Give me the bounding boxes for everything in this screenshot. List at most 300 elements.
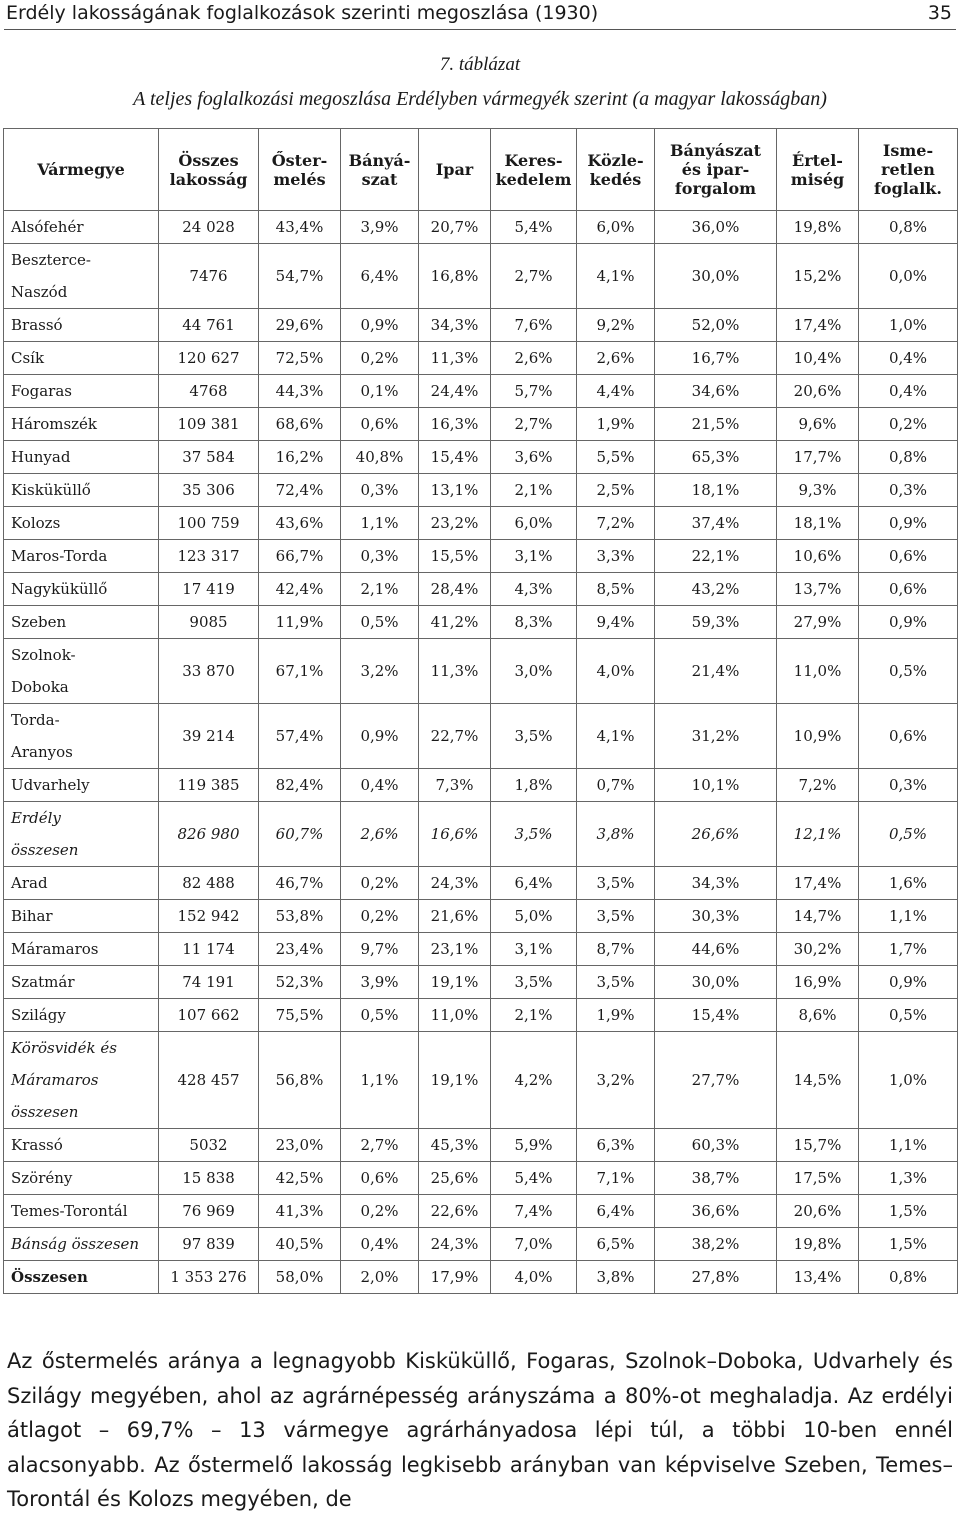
population-cell: 82 488 bbox=[159, 867, 259, 900]
percent-cell: 16,6% bbox=[419, 802, 491, 867]
column-header bbox=[777, 129, 859, 211]
percent-cell: 3,8% bbox=[577, 802, 655, 867]
column-header-line: Isme- bbox=[882, 141, 934, 160]
percent-cell: 1,0% bbox=[859, 1032, 958, 1129]
percent-cell: 4,0% bbox=[577, 639, 655, 704]
population-cell: 15 838 bbox=[159, 1162, 259, 1195]
percent-cell: 16,2% bbox=[259, 441, 341, 474]
county-name-line: összesen bbox=[11, 1103, 79, 1121]
table-row bbox=[4, 802, 958, 867]
county-name bbox=[4, 1032, 159, 1129]
percent-cell: 0,9% bbox=[341, 704, 419, 769]
percent-cell: 3,8% bbox=[577, 1261, 655, 1294]
percent-cell: 37,4% bbox=[655, 507, 777, 540]
percent-cell: 2,1% bbox=[491, 474, 577, 507]
column-header-line: Ipar bbox=[435, 160, 474, 179]
percent-cell: 0,7% bbox=[577, 769, 655, 802]
percent-cell: 0,9% bbox=[859, 606, 958, 639]
percent-cell: 42,4% bbox=[259, 573, 341, 606]
column-header-line: kedés bbox=[589, 169, 642, 189]
percent-cell: 3,9% bbox=[341, 211, 419, 244]
percent-cell: 0,1% bbox=[341, 375, 419, 408]
population-cell: 44 761 bbox=[159, 309, 259, 342]
column-header-line: Bányászat bbox=[669, 141, 762, 160]
table-row bbox=[4, 441, 958, 474]
percent-cell: 8,3% bbox=[491, 606, 577, 639]
percent-cell: 30,0% bbox=[655, 966, 777, 999]
percent-cell: 2,6% bbox=[491, 342, 577, 375]
table-row bbox=[4, 704, 958, 769]
county-name bbox=[4, 211, 159, 244]
percent-cell: 2,7% bbox=[341, 1129, 419, 1162]
column-header-line: foglalk. bbox=[874, 179, 942, 198]
percent-cell: 20,6% bbox=[777, 1195, 859, 1228]
percent-cell: 10,4% bbox=[777, 342, 859, 375]
table-row bbox=[4, 933, 958, 966]
population-cell: 39 214 bbox=[159, 704, 259, 769]
column-header bbox=[4, 129, 159, 211]
percent-cell: 56,8% bbox=[259, 1032, 341, 1129]
percent-cell: 16,3% bbox=[419, 408, 491, 441]
percent-cell: 44,6% bbox=[655, 933, 777, 966]
column-header-line: Értel- bbox=[792, 150, 843, 170]
percent-cell: 4,1% bbox=[577, 244, 655, 309]
column-header bbox=[419, 129, 491, 211]
percent-cell: 52,3% bbox=[259, 966, 341, 999]
population-cell: 33 870 bbox=[159, 639, 259, 704]
percent-cell: 66,7% bbox=[259, 540, 341, 573]
table-row bbox=[4, 211, 958, 244]
percent-cell: 0,6% bbox=[859, 573, 958, 606]
percent-cell: 45,3% bbox=[419, 1129, 491, 1162]
county-name-line: Csík bbox=[11, 349, 45, 367]
percent-cell: 0,8% bbox=[859, 441, 958, 474]
table-body bbox=[4, 211, 958, 1294]
percent-cell: 42,5% bbox=[259, 1162, 341, 1195]
percent-cell: 9,4% bbox=[577, 606, 655, 639]
percent-cell: 2,6% bbox=[577, 342, 655, 375]
county-name-line: Szolnok- bbox=[11, 646, 76, 664]
table-row bbox=[4, 1129, 958, 1162]
percent-cell: 2,0% bbox=[341, 1261, 419, 1294]
table-number: 7. táblázat bbox=[439, 54, 521, 75]
percent-cell: 5,9% bbox=[491, 1129, 577, 1162]
county-name bbox=[4, 999, 159, 1032]
percent-cell: 6,4% bbox=[577, 1195, 655, 1228]
percent-cell: 0,9% bbox=[859, 507, 958, 540]
column-header bbox=[577, 129, 655, 211]
percent-cell: 43,2% bbox=[655, 573, 777, 606]
county-name-line: Maros-Torda bbox=[11, 547, 108, 565]
county-name-line: Aranyos bbox=[11, 743, 73, 761]
percent-cell: 30,0% bbox=[655, 244, 777, 309]
percent-cell: 18,1% bbox=[655, 474, 777, 507]
percent-cell: 0,3% bbox=[859, 769, 958, 802]
percent-cell: 0,5% bbox=[859, 802, 958, 867]
percent-cell: 0,5% bbox=[341, 606, 419, 639]
percent-cell: 15,2% bbox=[777, 244, 859, 309]
column-header-line: kedelem bbox=[495, 169, 572, 189]
percent-cell: 54,7% bbox=[259, 244, 341, 309]
percent-cell: 4,2% bbox=[491, 1032, 577, 1129]
county-name bbox=[4, 441, 159, 474]
county-name bbox=[4, 1195, 159, 1228]
percent-cell: 59,3% bbox=[655, 606, 777, 639]
percent-cell: 0,8% bbox=[859, 211, 958, 244]
county-name bbox=[4, 769, 159, 802]
percent-cell: 72,5% bbox=[259, 342, 341, 375]
percent-cell: 21,5% bbox=[655, 408, 777, 441]
percent-cell: 1,7% bbox=[859, 933, 958, 966]
county-name bbox=[4, 507, 159, 540]
percent-cell: 2,1% bbox=[341, 573, 419, 606]
county-name bbox=[4, 704, 159, 769]
column-header-line: Keres- bbox=[504, 150, 563, 170]
table-row bbox=[4, 867, 958, 900]
percent-cell: 5,5% bbox=[577, 441, 655, 474]
population-cell: 5032 bbox=[159, 1129, 259, 1162]
population-cell: 76 969 bbox=[159, 1195, 259, 1228]
county-name bbox=[4, 639, 159, 704]
percent-cell: 41,2% bbox=[419, 606, 491, 639]
table-row bbox=[4, 309, 958, 342]
percent-cell: 5,7% bbox=[491, 375, 577, 408]
county-name-line: összesen bbox=[11, 841, 79, 859]
population-cell: 1 353 276 bbox=[159, 1261, 259, 1294]
percent-cell: 40,8% bbox=[341, 441, 419, 474]
percent-cell: 2,6% bbox=[341, 802, 419, 867]
percent-cell: 8,6% bbox=[777, 999, 859, 1032]
county-name bbox=[4, 342, 159, 375]
column-header bbox=[859, 129, 958, 211]
percent-cell: 6,3% bbox=[577, 1129, 655, 1162]
percent-cell: 0,3% bbox=[341, 540, 419, 573]
percent-cell: 27,8% bbox=[655, 1261, 777, 1294]
percent-cell: 23,0% bbox=[259, 1129, 341, 1162]
population-cell: 428 457 bbox=[159, 1032, 259, 1129]
percent-cell: 8,5% bbox=[577, 573, 655, 606]
county-name-line: Szörény bbox=[11, 1169, 73, 1187]
percent-cell: 3,1% bbox=[491, 540, 577, 573]
percent-cell: 1,8% bbox=[491, 769, 577, 802]
table-row bbox=[4, 244, 958, 309]
percent-cell: 1,1% bbox=[341, 507, 419, 540]
percent-cell: 3,5% bbox=[491, 704, 577, 769]
percent-cell: 7,4% bbox=[491, 1195, 577, 1228]
percent-cell: 38,2% bbox=[655, 1228, 777, 1261]
percent-cell: 2,1% bbox=[491, 999, 577, 1032]
percent-cell: 43,6% bbox=[259, 507, 341, 540]
percent-cell: 10,6% bbox=[777, 540, 859, 573]
body-paragraph: Az őstermelés aránya a legnagyobb Kisküküllő, Fogaras, Szolnok–Doboka, Udvarhely és Szilágy megyében, ahol az agrárnépesség arányszáma a 80%-ot meghaladja. Az erdélyi átlagot – 69,7% – 13 vármegye agrárhányadosa lépi túl, a többi 10-ben ennél alacsonyabb. Az őstermelő lakosság legkisebb arányban van képviselve Szeben, Temes–Torontál és Kolozs megyében, de bbox=[7, 1349, 953, 1511]
percent-cell: 17,5% bbox=[777, 1162, 859, 1195]
county-name bbox=[4, 966, 159, 999]
percent-cell: 3,3% bbox=[577, 540, 655, 573]
table-row bbox=[4, 639, 958, 704]
column-header-line: melés bbox=[273, 169, 326, 189]
percent-cell: 67,1% bbox=[259, 639, 341, 704]
percent-cell: 43,4% bbox=[259, 211, 341, 244]
population-cell: 11 174 bbox=[159, 933, 259, 966]
percent-cell: 3,9% bbox=[341, 966, 419, 999]
percent-cell: 28,4% bbox=[419, 573, 491, 606]
county-name bbox=[4, 1228, 159, 1261]
percent-cell: 0,2% bbox=[341, 342, 419, 375]
county-name-line: Torda- bbox=[11, 711, 60, 729]
county-name-line: Körösvidék és bbox=[11, 1039, 117, 1057]
percent-cell: 23,1% bbox=[419, 933, 491, 966]
percent-cell: 4,4% bbox=[577, 375, 655, 408]
percent-cell: 16,8% bbox=[419, 244, 491, 309]
percent-cell: 11,0% bbox=[419, 999, 491, 1032]
percent-cell: 7,3% bbox=[419, 769, 491, 802]
percent-cell: 23,4% bbox=[259, 933, 341, 966]
percent-cell: 19,1% bbox=[419, 966, 491, 999]
county-name bbox=[4, 1261, 159, 1294]
percent-cell: 0,6% bbox=[341, 408, 419, 441]
percent-cell: 3,5% bbox=[491, 802, 577, 867]
percent-cell: 21,4% bbox=[655, 639, 777, 704]
county-name bbox=[4, 1129, 159, 1162]
percent-cell: 68,6% bbox=[259, 408, 341, 441]
percent-cell: 3,5% bbox=[577, 867, 655, 900]
column-header-line: forgalom bbox=[674, 179, 757, 198]
county-name bbox=[4, 1162, 159, 1195]
percent-cell: 5,4% bbox=[491, 1162, 577, 1195]
percent-cell: 31,2% bbox=[655, 704, 777, 769]
county-name bbox=[4, 933, 159, 966]
percent-cell: 82,4% bbox=[259, 769, 341, 802]
percent-cell: 15,7% bbox=[777, 1129, 859, 1162]
population-cell: 826 980 bbox=[159, 802, 259, 867]
population-cell: 37 584 bbox=[159, 441, 259, 474]
county-name-line: Nagyküküllő bbox=[11, 580, 108, 598]
county-name bbox=[4, 802, 159, 867]
percent-cell: 14,7% bbox=[777, 900, 859, 933]
column-header-line: Közle- bbox=[587, 150, 644, 170]
county-name-line: Brassó bbox=[11, 316, 63, 334]
percent-cell: 25,6% bbox=[419, 1162, 491, 1195]
population-cell: 107 662 bbox=[159, 999, 259, 1032]
percent-cell: 6,0% bbox=[577, 211, 655, 244]
column-header-line: és ipar- bbox=[681, 160, 750, 179]
table-row bbox=[4, 507, 958, 540]
table-header-row bbox=[4, 129, 958, 211]
percent-cell: 7,6% bbox=[491, 309, 577, 342]
percent-cell: 3,5% bbox=[491, 966, 577, 999]
percent-cell: 34,3% bbox=[655, 867, 777, 900]
percent-cell: 19,8% bbox=[777, 211, 859, 244]
county-name-line: Bánság összesen bbox=[11, 1235, 140, 1253]
population-cell: 120 627 bbox=[159, 342, 259, 375]
percent-cell: 11,3% bbox=[419, 639, 491, 704]
percent-cell: 1,1% bbox=[859, 1129, 958, 1162]
percent-cell: 0,6% bbox=[859, 540, 958, 573]
percent-cell: 0,4% bbox=[859, 342, 958, 375]
percent-cell: 0,3% bbox=[341, 474, 419, 507]
percent-cell: 1,5% bbox=[859, 1195, 958, 1228]
county-name-line: Udvarhely bbox=[11, 776, 90, 794]
percent-cell: 2,7% bbox=[491, 408, 577, 441]
population-cell: 109 381 bbox=[159, 408, 259, 441]
percent-cell: 17,9% bbox=[419, 1261, 491, 1294]
percent-cell: 24,3% bbox=[419, 867, 491, 900]
percent-cell: 16,9% bbox=[777, 966, 859, 999]
column-header-line: Őster- bbox=[271, 150, 328, 170]
percent-cell: 22,7% bbox=[419, 704, 491, 769]
county-name bbox=[4, 540, 159, 573]
column-header bbox=[655, 129, 777, 211]
county-name-line: Háromszék bbox=[11, 415, 98, 433]
percent-cell: 53,8% bbox=[259, 900, 341, 933]
percent-cell: 3,0% bbox=[491, 639, 577, 704]
percent-cell: 3,1% bbox=[491, 933, 577, 966]
percent-cell: 1,1% bbox=[859, 900, 958, 933]
percent-cell: 72,4% bbox=[259, 474, 341, 507]
column-header bbox=[259, 129, 341, 211]
header-rule bbox=[4, 29, 956, 30]
county-name-line: Szeben bbox=[11, 613, 67, 631]
percent-cell: 20,6% bbox=[777, 375, 859, 408]
county-name-line: Szatmár bbox=[11, 973, 75, 991]
county-name-line: Hunyad bbox=[11, 448, 71, 466]
percent-cell: 3,2% bbox=[577, 1032, 655, 1129]
county-name-line: Alsófehér bbox=[11, 218, 84, 236]
percent-cell: 0,0% bbox=[859, 244, 958, 309]
percent-cell: 0,4% bbox=[859, 375, 958, 408]
percent-cell: 17,7% bbox=[777, 441, 859, 474]
county-name-line: Arad bbox=[11, 874, 48, 892]
county-name-line: Doboka bbox=[11, 678, 69, 696]
population-cell: 119 385 bbox=[159, 769, 259, 802]
percent-cell: 0,2% bbox=[341, 1195, 419, 1228]
percent-cell: 36,6% bbox=[655, 1195, 777, 1228]
percent-cell: 4,1% bbox=[577, 704, 655, 769]
county-name bbox=[4, 408, 159, 441]
population-cell: 152 942 bbox=[159, 900, 259, 933]
table-row bbox=[4, 900, 958, 933]
percent-cell: 41,3% bbox=[259, 1195, 341, 1228]
percent-cell: 34,6% bbox=[655, 375, 777, 408]
column-header-line: retlen bbox=[881, 160, 935, 179]
column-header-line: szat bbox=[361, 169, 398, 189]
table-row bbox=[4, 1195, 958, 1228]
percent-cell: 22,6% bbox=[419, 1195, 491, 1228]
percent-cell: 30,3% bbox=[655, 900, 777, 933]
percent-cell: 1,9% bbox=[577, 999, 655, 1032]
county-name bbox=[4, 573, 159, 606]
county-name bbox=[4, 606, 159, 639]
percent-cell: 46,7% bbox=[259, 867, 341, 900]
percent-cell: 9,6% bbox=[777, 408, 859, 441]
table-row bbox=[4, 573, 958, 606]
column-header-line: Összes bbox=[178, 150, 239, 170]
percent-cell: 15,4% bbox=[419, 441, 491, 474]
population-cell: 9085 bbox=[159, 606, 259, 639]
percent-cell: 1,0% bbox=[859, 309, 958, 342]
percent-cell: 8,7% bbox=[577, 933, 655, 966]
percent-cell: 60,7% bbox=[259, 802, 341, 867]
percent-cell: 17,4% bbox=[777, 867, 859, 900]
percent-cell: 0,4% bbox=[341, 769, 419, 802]
column-header-line: miség bbox=[790, 169, 845, 189]
column-header-line: lakosság bbox=[169, 169, 248, 189]
percent-cell: 0,6% bbox=[341, 1162, 419, 1195]
percent-cell: 1,5% bbox=[859, 1228, 958, 1261]
percent-cell: 6,4% bbox=[491, 867, 577, 900]
percent-cell: 38,7% bbox=[655, 1162, 777, 1195]
percent-cell: 6,4% bbox=[341, 244, 419, 309]
percent-cell: 52,0% bbox=[655, 309, 777, 342]
county-name bbox=[4, 474, 159, 507]
percent-cell: 5,4% bbox=[491, 211, 577, 244]
percent-cell: 3,5% bbox=[577, 900, 655, 933]
county-name-line: Bihar bbox=[11, 907, 53, 925]
population-cell: 97 839 bbox=[159, 1228, 259, 1261]
percent-cell: 3,6% bbox=[491, 441, 577, 474]
percent-cell: 24,3% bbox=[419, 1228, 491, 1261]
percent-cell: 4,0% bbox=[491, 1261, 577, 1294]
percent-cell: 13,7% bbox=[777, 573, 859, 606]
percent-cell: 13,4% bbox=[777, 1261, 859, 1294]
county-name bbox=[4, 244, 159, 309]
percent-cell: 27,7% bbox=[655, 1032, 777, 1129]
table-row bbox=[4, 1261, 958, 1294]
table-row bbox=[4, 1228, 958, 1261]
percent-cell: 16,7% bbox=[655, 342, 777, 375]
percent-cell: 29,6% bbox=[259, 309, 341, 342]
population-cell: 123 317 bbox=[159, 540, 259, 573]
percent-cell: 0,2% bbox=[859, 408, 958, 441]
population-cell: 74 191 bbox=[159, 966, 259, 999]
percent-cell: 9,3% bbox=[777, 474, 859, 507]
percent-cell: 18,1% bbox=[777, 507, 859, 540]
county-name-line: Krassó bbox=[11, 1136, 63, 1154]
percent-cell: 17,4% bbox=[777, 309, 859, 342]
county-name bbox=[4, 309, 159, 342]
percent-cell: 0,6% bbox=[859, 704, 958, 769]
county-name-line: Kisküküllő bbox=[11, 481, 91, 499]
percent-cell: 44,3% bbox=[259, 375, 341, 408]
county-name bbox=[4, 375, 159, 408]
column-header bbox=[341, 129, 419, 211]
percent-cell: 10,1% bbox=[655, 769, 777, 802]
percent-cell: 11,9% bbox=[259, 606, 341, 639]
county-name bbox=[4, 867, 159, 900]
percent-cell: 34,3% bbox=[419, 309, 491, 342]
table-row bbox=[4, 342, 958, 375]
percent-cell: 1,1% bbox=[341, 1032, 419, 1129]
county-name-line: Beszterce- bbox=[11, 251, 91, 269]
running-header bbox=[0, 0, 960, 30]
percent-cell: 7,1% bbox=[577, 1162, 655, 1195]
percent-cell: 0,9% bbox=[859, 966, 958, 999]
percent-cell: 3,5% bbox=[577, 966, 655, 999]
occupation-table bbox=[3, 128, 958, 1294]
percent-cell: 2,5% bbox=[577, 474, 655, 507]
county-name-line: Erdély bbox=[11, 809, 61, 827]
percent-cell: 30,2% bbox=[777, 933, 859, 966]
table-row bbox=[4, 474, 958, 507]
percent-cell: 60,3% bbox=[655, 1129, 777, 1162]
percent-cell: 0,9% bbox=[341, 309, 419, 342]
column-header bbox=[491, 129, 577, 211]
percent-cell: 0,8% bbox=[859, 1261, 958, 1294]
percent-cell: 1,3% bbox=[859, 1162, 958, 1195]
percent-cell: 26,6% bbox=[655, 802, 777, 867]
percent-cell: 7,0% bbox=[491, 1228, 577, 1261]
table-row bbox=[4, 540, 958, 573]
